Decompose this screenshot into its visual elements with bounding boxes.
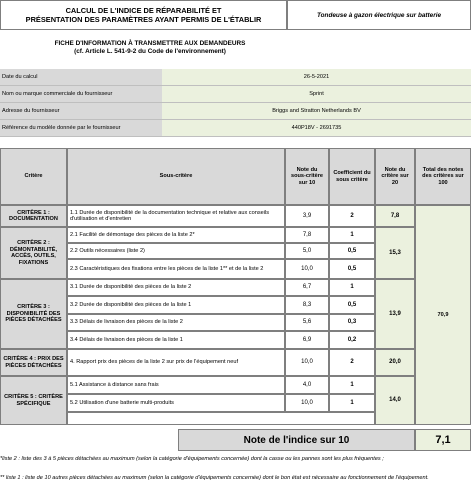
subcriterion-coef	[329, 227, 375, 243]
subcriterion-2-2	[67, 243, 285, 259]
coef-value: 2	[350, 359, 354, 365]
footnote-list-2	[0, 455, 471, 473]
col-header-total	[415, 148, 471, 205]
note-value: 6,7	[302, 284, 312, 290]
subcriterion-coef	[329, 394, 375, 412]
criterion-name-text: CRITÈRE 4 : PRIX DES PIÈCES DÉTACHÉES	[3, 356, 64, 369]
note-value: 10,0	[301, 359, 313, 365]
criterion-note-value: 13,9	[389, 310, 401, 317]
note-value: 5,6	[302, 319, 312, 325]
coef-value: 0,5	[347, 247, 357, 254]
criterion-note-value: 20,0	[389, 359, 401, 365]
subcriterion-note	[285, 243, 329, 259]
fiche-line-2: (cf. Article L. 541-9-2 du Code de l'environnement)	[74, 48, 226, 55]
subcriterion-label: 3.4 Délais de livraison des pièces de la liste 1	[70, 336, 183, 343]
empty-row	[67, 412, 375, 425]
footnote-text: ** liste 1 : liste de 10 autres pièces détachées au maximum (selon la catégorie d'équipements concernée) dont le bon état est nécessaire au fonctionnement de l'équipement.	[0, 475, 429, 481]
subcriterion-4	[67, 349, 285, 376]
subcriterion-note	[285, 227, 329, 243]
info-value-text: Sprint	[309, 90, 324, 97]
col-header-text: Coefficient du sous critère	[333, 170, 371, 183]
info-label-brand	[0, 86, 162, 103]
subcriterion-label: 2.1 Facilité de démontage des pièces de la liste 2*	[70, 231, 195, 238]
criterion-2-note	[375, 227, 415, 279]
coef-value: 1	[350, 381, 354, 388]
subcriterion-2-3	[67, 259, 285, 279]
info-label-text: Adresse du fournisseur	[2, 107, 60, 114]
col-header-critere	[0, 148, 67, 205]
footnote-list-1	[0, 474, 471, 492]
criterion-4-note	[375, 349, 415, 376]
subcriterion-coef	[329, 349, 375, 376]
criterion-3-note	[375, 279, 415, 349]
subcriterion-note	[285, 314, 329, 331]
info-label-text: Nom ou marque commerciale du fournisseur	[2, 90, 113, 97]
coef-value: 2	[350, 212, 354, 219]
product-name	[287, 0, 471, 30]
info-value-date	[162, 69, 471, 86]
note-value: 3,9	[302, 212, 312, 219]
subcriterion-5-2	[67, 394, 285, 412]
subcriterion-5-1	[67, 376, 285, 394]
col-header-text: Sous-critère	[159, 173, 193, 180]
subcriterion-coef	[329, 314, 375, 331]
final-label-text: Note de l'indice sur 10	[243, 434, 350, 446]
note-value: 8,3	[302, 301, 312, 308]
criterion-4-name	[0, 349, 67, 376]
col-header-note-sous	[285, 148, 329, 205]
subcriterion-3-1	[67, 279, 285, 296]
col-header-text: Critère	[24, 173, 43, 180]
info-label-text: Référence du modèle donnée par le fournisseur	[2, 124, 121, 131]
subcriterion-1-1	[67, 205, 285, 227]
subcriterion-coef	[329, 205, 375, 227]
criterion-name-text: CRITÈRE 5 : CRITÈRE SPÉCIFIQUE	[4, 394, 63, 407]
subcriterion-note	[285, 331, 329, 349]
subcriterion-coef	[329, 296, 375, 314]
info-value-brand	[162, 86, 471, 103]
note-value: 7,8	[302, 231, 312, 238]
info-label-reference	[0, 120, 162, 137]
info-label-address	[0, 103, 162, 120]
info-value-reference	[162, 120, 471, 137]
total-score	[415, 205, 471, 425]
subcriterion-label: 2.2 Outils nécessaires (liste 2)	[70, 247, 145, 254]
subcriterion-note	[285, 349, 329, 376]
criterion-note-value: 14,0	[389, 397, 401, 403]
subcriterion-2-1	[67, 227, 285, 243]
subcriterion-coef	[329, 331, 375, 349]
criterion-name-text: CRITÈRE 3 : DISPONIBILITÉ DES PIÈCES DÉTACHÉES	[5, 304, 62, 324]
note-value: 5,0	[302, 247, 312, 254]
criterion-note-value: 7,8	[390, 212, 400, 219]
col-header-text: Note du critère sur 20	[381, 166, 409, 186]
subcriterion-coef	[329, 259, 375, 279]
note-value: 6,9	[302, 336, 312, 343]
info-label-text: Date du calcul	[2, 73, 38, 80]
subcriterion-3-3	[67, 314, 285, 331]
subcriterion-label: 2.3 Caractéristiques des fixations entre les pièces de la liste 1** et de la liste 2	[70, 265, 264, 272]
subcriterion-note	[285, 296, 329, 314]
subcriterion-label: 4. Rapport prix des pièces de la liste 2 sur prix de l'équipement neuf	[70, 359, 239, 366]
coef-value: 1	[350, 399, 354, 406]
criterion-name-text: CRITÈRE 1 : DOCUMENTATION	[9, 209, 58, 222]
criterion-5-name	[0, 376, 67, 425]
coef-value: 1	[350, 284, 354, 290]
col-header-coef	[329, 148, 375, 205]
coef-value: 0,3	[347, 319, 357, 325]
subcriterion-label: 5.1 Assistance à distance sans frais	[70, 381, 159, 388]
info-value-text: Briggs and Stratton Netherlands BV	[272, 107, 361, 114]
criterion-5-note	[375, 376, 415, 425]
fiche-info	[0, 36, 300, 60]
subcriterion-3-2	[67, 296, 285, 314]
footnote-text: *liste 2 : liste des 3 à 5 pièces détachées au maximum (selon la catégorie d'équipements concernée) dont la casse ou les pannes sont les plus fréquentes ;	[0, 456, 384, 462]
subcriterion-note	[285, 376, 329, 394]
total-score-value: 70,9	[437, 311, 449, 318]
info-value-text: 440P18V - 2691735	[291, 124, 342, 131]
title-line-1: CALCUL DE L'INDICE DE RÉPARABILITÉ ET	[65, 6, 222, 15]
subcriterion-note	[285, 205, 329, 227]
report-title	[0, 0, 287, 30]
criterion-note-value: 15,3	[389, 249, 401, 256]
col-header-text: Note du sous-critère sur 10	[290, 166, 324, 186]
final-value-text: 7,1	[435, 434, 451, 446]
info-value-text: 26-5-2021	[303, 73, 330, 80]
coef-value: 0,5	[347, 301, 357, 308]
criterion-name-text: CRITÈRE 2 : DÉMONTABILITÉ, ACCÈS, OUTILS, FIXATIONS	[9, 240, 58, 266]
col-header-note-critere	[375, 148, 415, 205]
col-header-sous-critere	[67, 148, 285, 205]
subcriterion-coef	[329, 279, 375, 296]
subcriterion-label: 3.1 Durée de disponibilité des pièces de la liste 2	[70, 284, 192, 291]
criterion-3-name	[0, 279, 67, 349]
coef-value: 0,5	[347, 265, 357, 272]
note-value: 10,0	[301, 265, 313, 272]
col-header-text: Total des notes des critères sur 100	[422, 166, 464, 186]
criterion-1-note	[375, 205, 415, 227]
subcriterion-note	[285, 394, 329, 412]
product-label: Tondeuse à gazon électrique sur batterie	[316, 11, 442, 19]
criterion-2-name	[0, 227, 67, 279]
note-value: 10,0	[301, 399, 313, 406]
note-value: 4,0	[302, 381, 312, 388]
subcriterion-label: 1.1 Durée de disponibilité de la documentation technique et relative aux conseils d'utilisation et d'entretien	[70, 209, 270, 222]
subcriterion-note	[285, 259, 329, 279]
subcriterion-coef	[329, 376, 375, 394]
subcriterion-3-4	[67, 331, 285, 349]
criterion-1-name	[0, 205, 67, 227]
title-line-2: PRÉSENTATION DES PARAMÈTRES AYANT PERMIS DE L'ÉTABLIR	[25, 15, 262, 24]
subcriterion-coef	[329, 243, 375, 259]
coef-value: 1	[350, 231, 354, 238]
info-value-address	[162, 103, 471, 120]
final-score-value	[415, 429, 471, 451]
coef-value: 0,2	[347, 336, 357, 343]
final-score-label	[178, 429, 415, 451]
subcriterion-label: 3.2 Durée de disponibilité des pièces de la liste 1	[70, 301, 192, 308]
fiche-line-1: FICHE D'INFORMATION À TRANSMETTRE AUX DEMANDEURS	[54, 40, 246, 47]
info-label-date	[0, 69, 162, 86]
subcriterion-label: 5.2 Utilisation d'une batterie multi-produits	[70, 399, 174, 406]
subcriterion-label: 3.3 Délais de livraison des pièces de la liste 2	[70, 319, 183, 326]
subcriterion-note	[285, 279, 329, 296]
